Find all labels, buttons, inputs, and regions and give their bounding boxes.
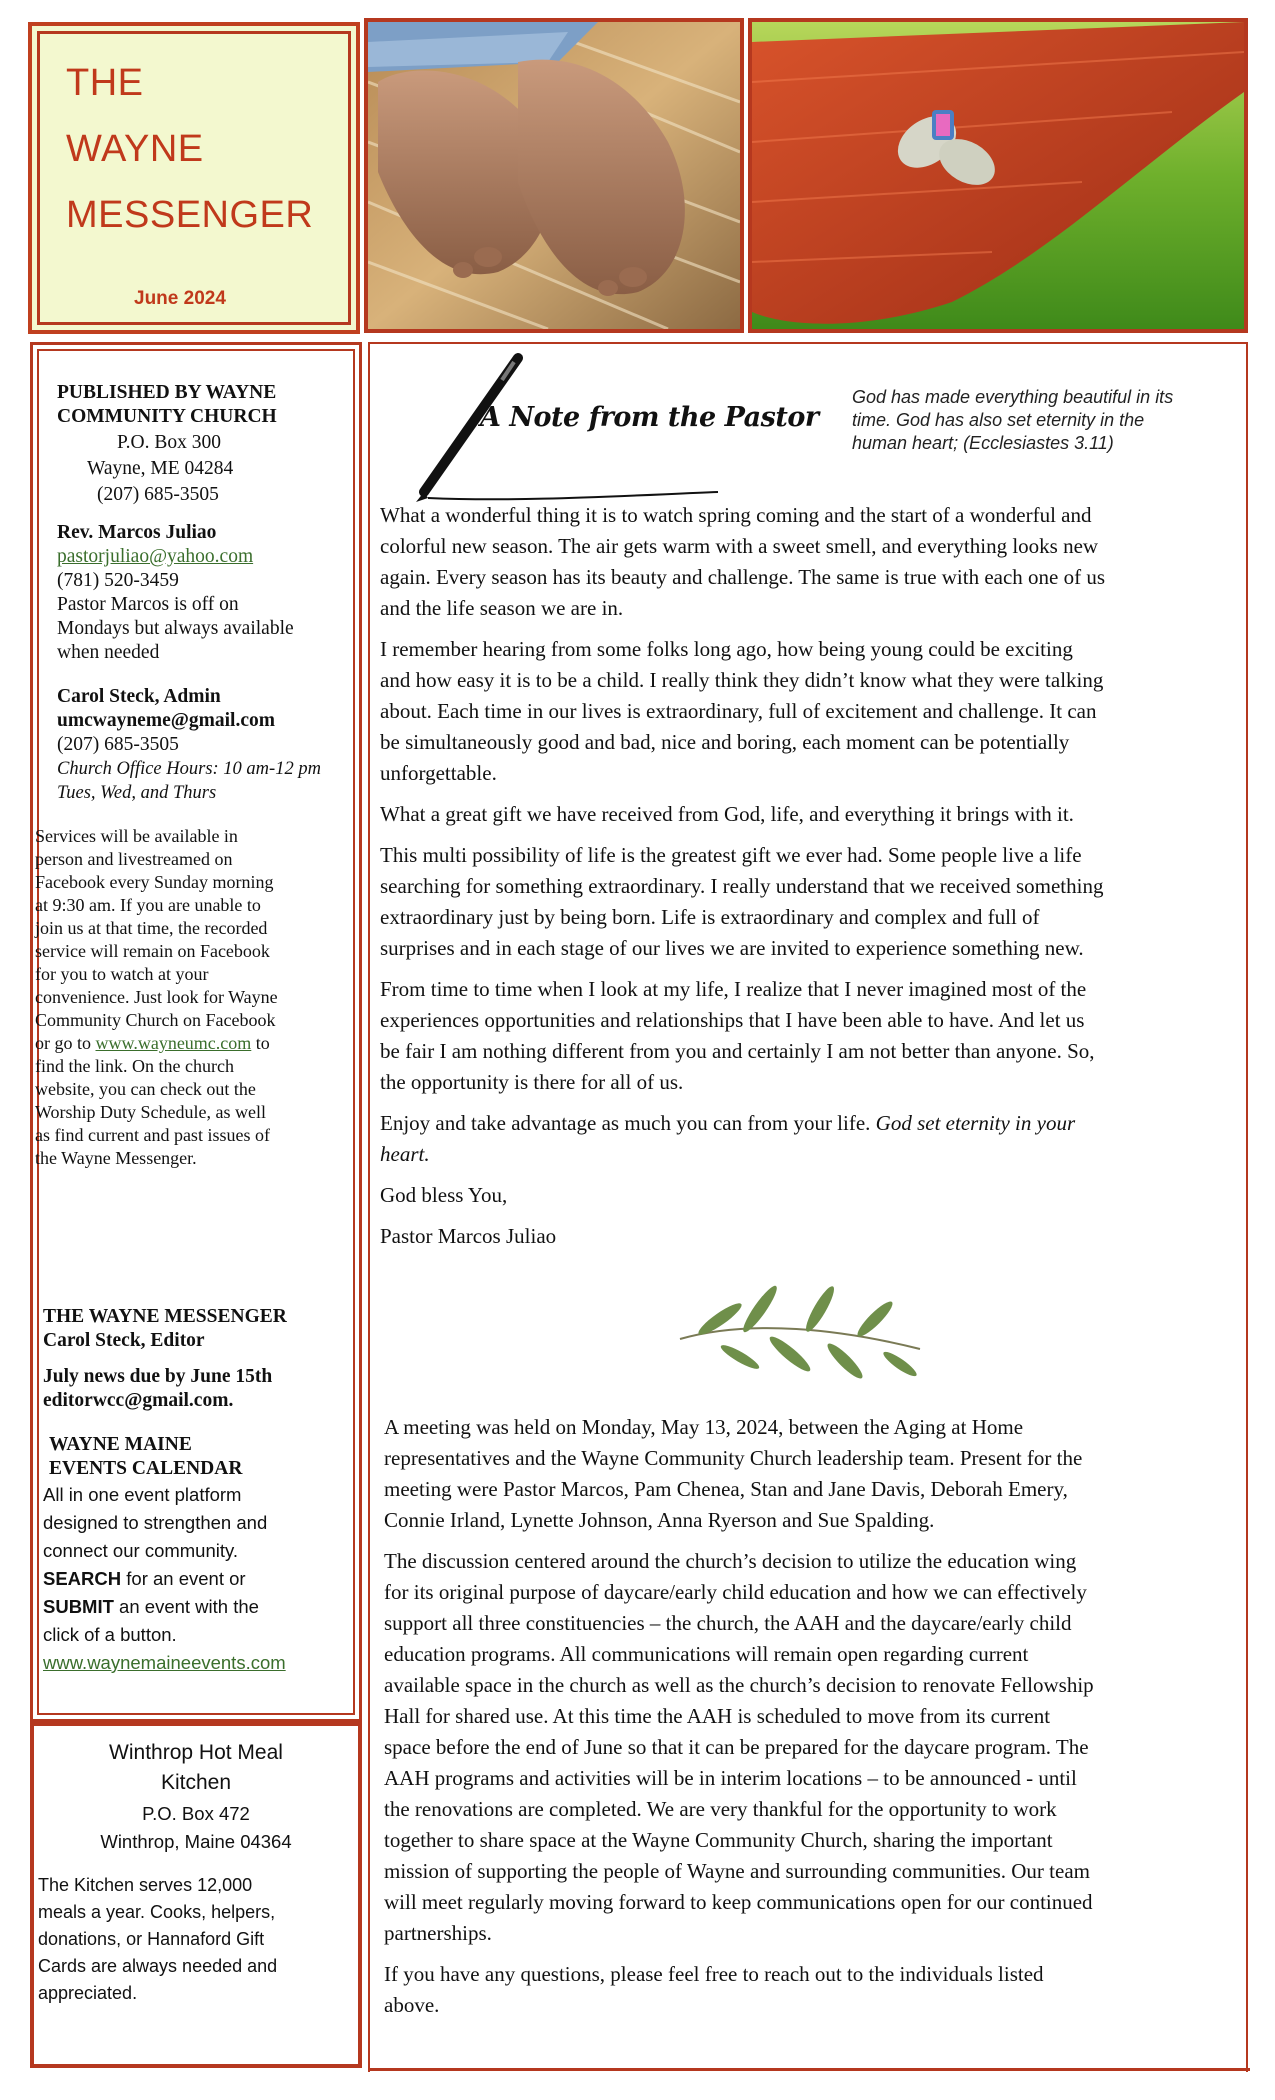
kitchen-box [30,1722,362,2068]
sidebar [30,342,362,1722]
meeting-line: If you have any questions, please feel free to reach out to the individuals listed [384,1962,1044,1986]
services-line: Community Church on Facebook [35,1010,276,1030]
issue-date: June 2024 [134,288,226,309]
services-line: service will remain on Facebook [35,941,270,961]
pastor-note-line: extraordinary just by being born. Life is extraordinary and complex and full of [380,905,1040,929]
meeting-line: for its original purpose of daycare/early child education and how we can effectively [384,1580,1087,1604]
church-city: Wayne, ME 04284 [87,458,234,479]
events-line6: click of a button. [43,1624,177,1645]
services-line: join us at that time, the recorded [35,918,268,938]
pastor-note-line: and the life season we are in. [380,596,624,620]
main-bottom-rule [368,2068,1250,2071]
masthead-title-line1: THE [66,62,144,104]
pastor-note-heading: A Note from the Pastor [480,402,819,433]
pastor-note-line3: when needed [57,642,160,663]
pastor-note-line: be fair I am nothing different from you and certainly I am not better than anyone. So, [380,1039,1095,1063]
church-website-link[interactable]: www.wayneumc.com [95,1033,252,1053]
meeting-line: will meet regularly moving forward to keep communications open for our continued [384,1890,1093,1914]
pastor-note-line1: Pastor Marcos is off on [57,594,239,615]
closing-italic: God set eternity in your [875,1111,1076,1135]
hammock-feet-photo [364,18,744,333]
meeting-line: A meeting was held on Monday, May 13, 2024, between the Aging at Home [384,1415,1024,1439]
hammock-feet-illustration [368,22,740,329]
pastor-note-line: experiences opportunities and relationships that I have been able to have. And let us [380,1008,1085,1032]
events-submit-line [43,1593,259,1621]
admin-email: umcwayneme@gmail.com [57,710,275,731]
events-website-link[interactable]: www.waynemaineevents.com [43,1652,286,1673]
kitchen-body-line: appreciated. [38,1983,138,2003]
services-line: find the link. On the church [35,1056,234,1076]
services-line: for you to watch at your [35,964,209,984]
kitchen-title-line1: Winthrop Hot Meal [109,1741,283,1764]
verse-line: human heart; (Ecclesiastes 3.11) [852,433,1114,453]
hammock-grass-photo [748,18,1248,333]
pastor-note-line: again. Every season has its beauty and challenge. The same is true with each one of us [380,565,1106,589]
pastor-note-line: and how easy it is to be a child. I really think they didn’t know what they were talking [380,668,1104,692]
services-line: person and livestreamed on [35,849,233,869]
church-phone: (207) 685-3505 [97,484,219,505]
meeting-line: AAH programs and activities will be in interim locations – to be announced - until [384,1766,1077,1790]
verse-line: time. God has also set eternity in the [852,410,1145,430]
meeting-line: available space in the church as well as the church’s decision to renovate Fellowship [384,1673,1094,1697]
pastor-note-line: surprises and in each stage of our lives we are invited to experience something new. [380,936,1084,960]
masthead-title-line3: MESSENGER [66,194,314,236]
pastor-note-line: about. Each time in our lives is extraordinary, full of excitement and challenge. It can [380,699,1097,723]
church-po-box: P.O. Box 300 [117,432,222,453]
events-submit-rest: an event with the [113,1596,259,1617]
meeting-line: together to share space at the Wayne Community Church, sharing the important [384,1828,1053,1852]
meeting-line: above. [384,1993,440,2017]
pastor-note-line: This multi possibility of life is the greatest gift we ever had. Some people live a life [380,843,1082,867]
closing-plain: Enjoy and take advantage as much you can from your life. [380,1111,876,1135]
meeting-line: representatives and the Wayne Community Church leadership team. Present for the [384,1446,1083,1470]
messenger-title: THE WAYNE MESSENGER [43,1306,287,1327]
services-line: the Wayne Messenger. [35,1148,197,1168]
news-due: July news due by June 15th [43,1366,273,1387]
services-link-line [35,1032,270,1055]
editor-name: Carol Steck, Editor [43,1330,205,1351]
pastor-note-line: What a wonderful thing it is to watch spring coming and the start of a wonderful and [380,503,1092,527]
kitchen-body-line: donations, or Hannaford Gift [38,1929,265,1949]
meeting-line: education programs. All communications will remain open regarding current [384,1642,1029,1666]
meeting-line: meeting were Pastor Marcos, Pam Chenea, Stan and Jane Davis, Deborah Emery, [384,1477,1068,1501]
pastor-note-closing-line [380,1108,1075,1139]
pastor-note-closing-italic: heart. [380,1142,430,1166]
services-line: Facebook every Sunday morning [35,872,274,892]
events-title-line2: EVENTS CALENDAR [49,1458,243,1479]
kitchen-body-line: The Kitchen serves 12,000 [38,1875,253,1895]
services-line: website, you can check out the [35,1079,256,1099]
meeting-line: space before the end of June so that it can be prepared for the daycare program. The [384,1735,1089,1759]
kitchen-city: Winthrop, Maine 04364 [100,1831,292,1852]
meeting-line: Connie Irland, Lynette Johnson, Anna Ryerson and Sue Spalding. [384,1508,935,1532]
olive-branch-icon [670,1279,930,1389]
services-to: to [251,1033,270,1053]
kitchen-po-box: P.O. Box 472 [142,1803,250,1824]
events-line2: designed to strengthen and [43,1512,268,1533]
meeting-line: partnerships. [384,1921,492,1945]
events-search-line [43,1565,246,1593]
masthead-title-line2: WAYNE [66,128,204,170]
services-line: Worship Duty Schedule, as well [35,1102,267,1122]
pastor-phone: (781) 520-3459 [57,570,179,591]
services-line: Services will be available in [35,826,238,846]
meeting-line: Hall for shared use. At this time the AAH is scheduled to move from its current [384,1704,1051,1728]
pastor-note-line: From time to time when I look at my life, I realize that I never imagined most of the [380,977,1087,1001]
kitchen-body-line: meals a year. Cooks, helpers, [38,1902,276,1922]
admin-name: Carol Steck, Admin [57,686,221,707]
services-line: at 9:30 am. If you are unable to [35,895,261,915]
events-line1: All in one event platform [43,1484,242,1505]
submit-keyword: SUBMIT [43,1596,114,1617]
pastor-note-line: searching for something extraordinary. I really understand that we received something [380,874,1104,898]
kitchen-title-line2: Kitchen [160,1771,232,1794]
pastor-signature: Pastor Marcos Juliao [380,1224,557,1248]
pastor-note-line: unforgettable. [380,761,497,785]
meeting-line: support all three constituencies – the church, the AAH and the daycare/early child [384,1611,1072,1635]
pastor-note-line: I remember hearing from some folks long ago, how being young could be exciting [380,637,1073,661]
pastor-note-line: colorful new season. The air gets warm with a sweet smell, and everything looks new [380,534,1099,558]
pastor-email-link[interactable]: pastorjuliao@yahoo.com [57,546,254,567]
main-column [368,342,1248,2072]
masthead-box [28,22,360,334]
admin-phone: (207) 685-3505 [57,734,179,755]
pastor-note-line: What a great gift we have received from God, life, and everything it brings with it. [380,802,1074,826]
search-keyword: SEARCH [43,1568,122,1589]
publisher-line1: PUBLISHED BY WAYNE [57,382,277,403]
blessing: God bless You, [380,1183,508,1207]
pastor-note-line2: Mondays but always available [57,618,294,639]
pastor-note-line: be simultaneously good and bad, nice and boring, each moment can be potentially [380,730,1070,754]
pastor-note-line: the opportunity is there for all of us. [380,1070,684,1094]
office-hours-line1: Church Office Hours: 10 am-12 pm [57,759,321,779]
meeting-line: mission of supporting the people of Wayne and surrounding communities. Our team [384,1859,1090,1883]
events-line3: connect our community. [43,1540,239,1561]
events-title-line1: WAYNE MAINE [49,1434,192,1455]
services-line: convenience. Just look for Wayne [35,987,278,1007]
editor-email: editorwcc@gmail.com. [43,1390,234,1411]
kitchen-body-line: Cards are always needed and [38,1956,278,1976]
services-goto: or go to [35,1033,96,1053]
verse-line: God has made everything beautiful in its [852,387,1174,407]
events-search-rest: for an event or [121,1568,246,1589]
office-hours-line2: Tues, Wed, and Thurs [57,783,217,803]
meeting-line: The discussion centered around the church’s decision to utilize the education wing [384,1549,1077,1573]
publisher-line2: COMMUNITY CHURCH [57,406,277,427]
hammock-grass-illustration [752,22,1244,329]
services-line: as find current and past issues of [35,1125,270,1145]
meeting-line: the renovations are completed. We are very thankful for the opportunity to work [384,1797,1057,1821]
pastor-name: Rev. Marcos Juliao [57,522,217,543]
